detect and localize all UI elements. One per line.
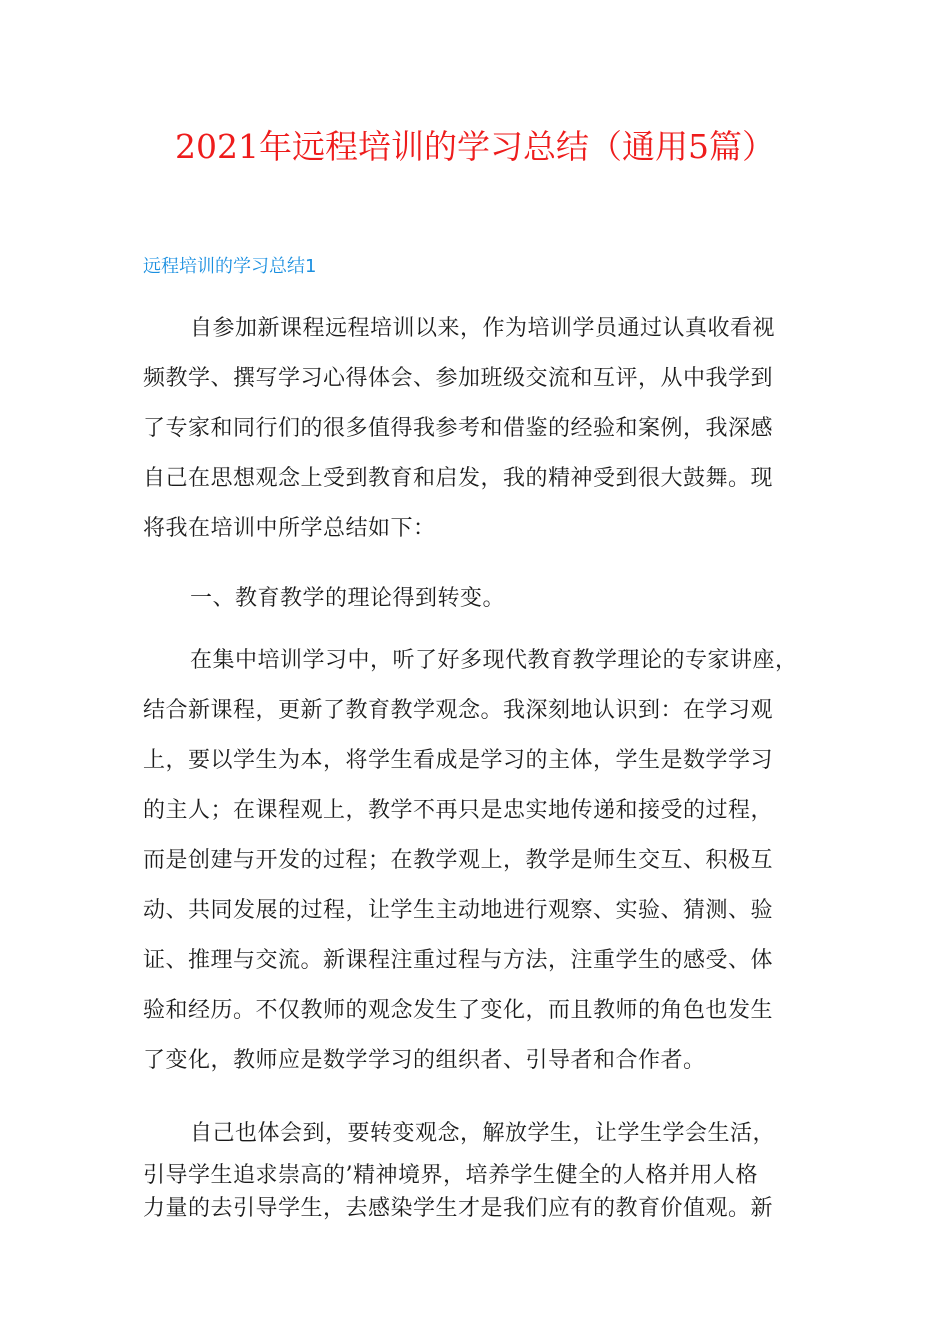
paragraph-line: 力量的去引导学生，去感染学生才是我们应有的教育价值观。新 — [143, 1196, 774, 1221]
paragraph-line: 而是创建与开发的过程；在教学观上，教学是师生交互、积极互 — [143, 848, 774, 873]
paragraph-line: 了变化，教师应是数学学习的组织者、引导者和合作者。 — [143, 1048, 706, 1073]
paragraph-line: 引导学生追求崇高的’精神境界，培养学生健全的人格并用人格 — [143, 1163, 758, 1188]
paragraph-theory — [143, 636, 833, 1086]
section-heading: 远程培训的学习总结1 — [143, 256, 317, 277]
document-title: 2021年远程培训的学习总结（通用5篇） — [175, 127, 775, 166]
paragraph-line: 验和经历。不仅教师的观念发生了变化，而且教师的角色也发生 — [143, 998, 774, 1023]
paragraph-line: 自己也体会到，要转变观念，解放学生，让学生学会生活， — [190, 1121, 776, 1146]
paragraph-line: 自己在思想观念上受到教育和启发，我的精神受到很大鼓舞。现 — [143, 466, 774, 491]
paragraph-line: 动、共同发展的过程，让学生主动地进行观察、实验、猜测、验 — [143, 898, 774, 923]
paragraph-line: 在集中培训学习中，听了好多现代教育教学理论的专家讲座， — [190, 648, 798, 673]
paragraph-line: 自参加新课程远程培训以来，作为培训学员通过认真收看视 — [190, 316, 776, 341]
paragraph-intro — [143, 304, 833, 554]
paragraph-line: 一、教育教学的理论得到转变。 — [190, 586, 506, 611]
paragraph-line: 将我在培训中所学总结如下： — [143, 516, 436, 541]
paragraph-line: 的主人；在课程观上，教学不再只是忠实地传递和接受的过程， — [143, 798, 774, 823]
paragraph-line: 证、推理与交流。新课程注重过程与方法，注重学生的感受、体 — [143, 948, 774, 973]
paragraph-line: 了专家和同行们的很多值得我参考和借鉴的经验和案例，我深感 — [143, 416, 774, 441]
paragraph-line: 频教学、撰写学习心得体会、参加班级交流和互评，从中我学到 — [143, 366, 774, 391]
paragraph-values — [143, 1109, 833, 1225]
paragraph-line: 上，要以学生为本，将学生看成是学习的主体，学生是数学学习 — [143, 748, 774, 773]
paragraph-subheading — [143, 574, 833, 624]
paragraph-line: 结合新课程，更新了教育教学观念。我深刻地认识到：在学习观 — [143, 698, 774, 723]
